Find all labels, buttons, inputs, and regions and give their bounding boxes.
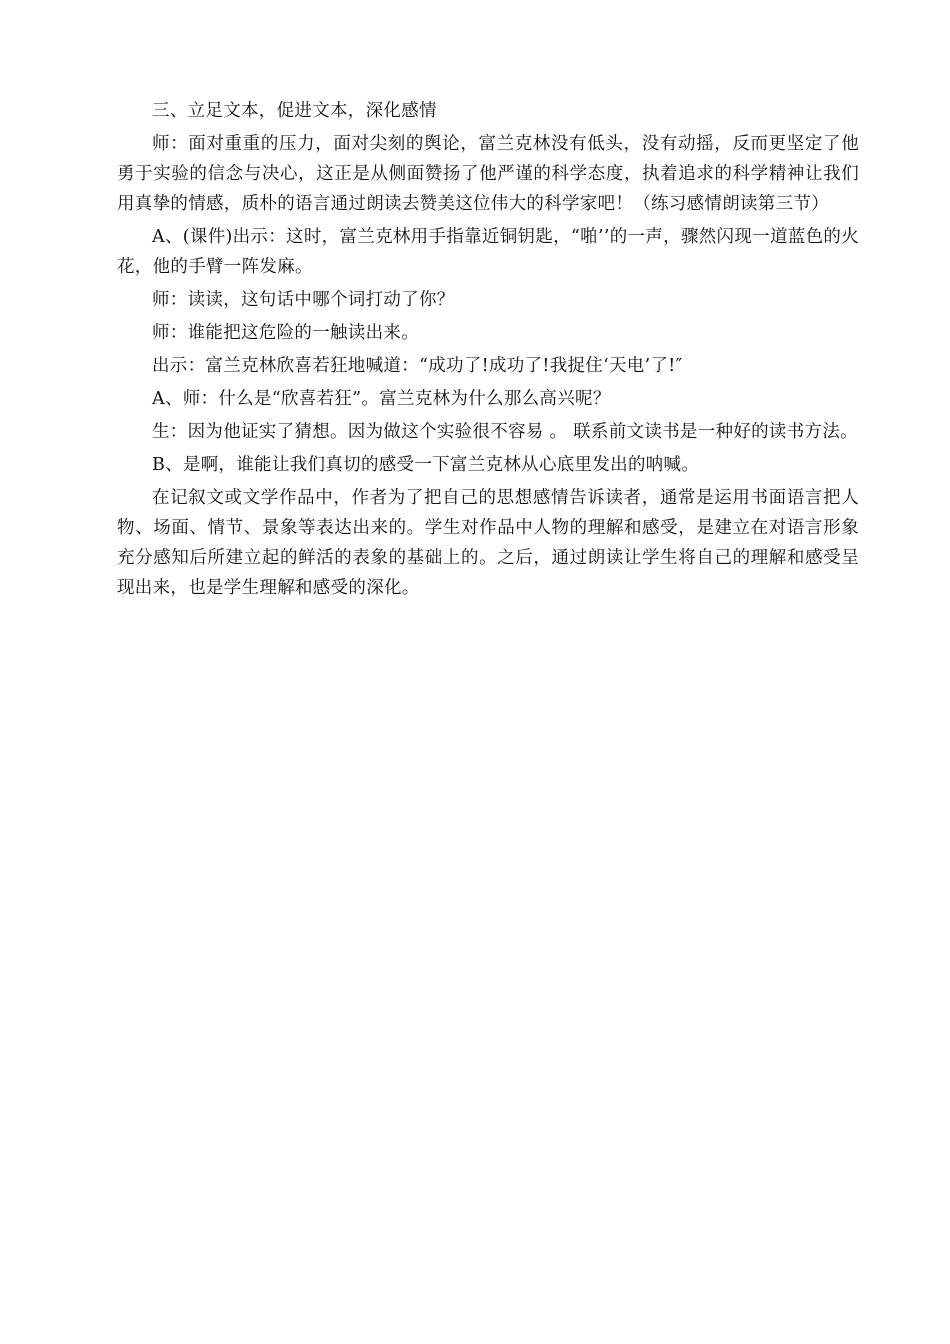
paragraph-display-quote: 出示：富兰克林欣喜若狂地喊道：“成功了!成功了!我捉住‘天电’了!″ [152, 356, 683, 376]
paragraph-teacher-intro: 师：面对重重的压力，面对尖刻的舆论，富兰克林没有低头，没有动摇，反而更坚定了他勇于实验的信念与决心，这正是从侧面赞扬了他严谨的科学态度，执着追求的科学精神让我们用真挚的情感，质朴的语言通过朗读去赞美这位伟大的科学家吧！（练习感情朗读第三节） [117, 134, 859, 214]
paragraph-courseware-display: A、(课件)出示：这时，富兰克林用手指靠近铜钥匙，“啪’’的一声，骤然闪现一道蓝色的火花，他的手臂一阵发麻。 [117, 227, 859, 277]
paragraph-teacher-prompt: B、是啊，谁能让我们真切的感受一下富兰克林从心底里发出的呐喊。 [152, 455, 700, 475]
paragraph-commentary: 在记叙文或文学作品中，作者为了把自己的思想感情告诉读者，通常是运用书面语言把人物、场面、情节、景象等表达出来的。学生对作品中人物的理解和感受，是建立在对语言形象充分感知后所建立起的鲜活的表象的基础上的。之后，通过朗读让学生将自己的理解和感受呈现出来，也是学生理解和感受的深化。 [117, 488, 859, 598]
document-body [117, 96, 859, 603]
paragraph-student-answer: 生：因为他证实了猜想。因为做这个实验很不容易 。 联系前文读书是一种好的读书方法。 [152, 422, 858, 442]
section-heading: 三、立足文本，促进文本，深化感情 [152, 101, 437, 121]
paragraph-teacher-question: 师：读读，这句话中哪个词打动了你？ [152, 290, 455, 310]
paragraph-teacher-read: 师：谁能把这危险的一触读出来。 [152, 323, 419, 343]
paragraph-teacher-ask: A、师：什么是“欣喜若狂”。富兰克林为什么那么高兴呢？ [152, 389, 611, 409]
